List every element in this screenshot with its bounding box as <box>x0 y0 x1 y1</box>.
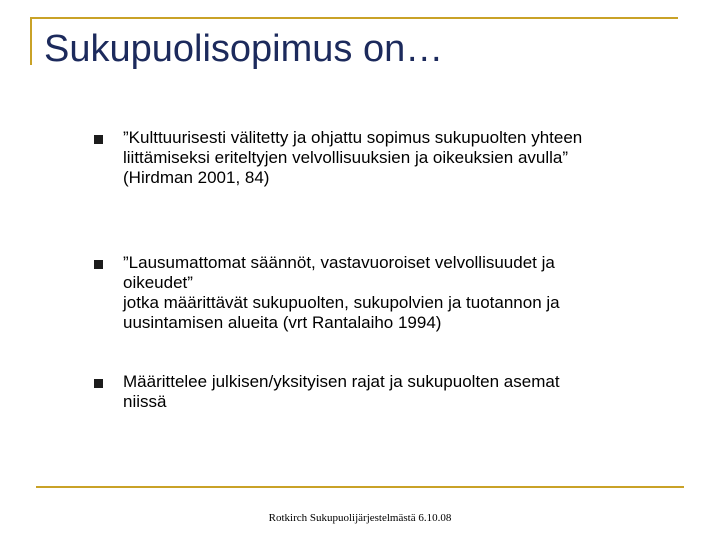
title-frame-top-line <box>30 17 678 19</box>
footer-divider-line <box>36 486 684 488</box>
bullet-text: ”Kulttuurisesti välitetty ja ohjattu sopimus sukupuolten yhteen liittämiseksi eriteltyjen velvollisuuksien ja oikeuksien avulla” (Hirdman 2001, 84) <box>123 128 583 187</box>
square-bullet-icon <box>94 260 103 269</box>
title-frame-left-line <box>30 17 32 65</box>
square-bullet-icon <box>94 379 103 388</box>
slide-footer: Rotkirch Sukupuolijärjestelmästä 6.10.08 <box>268 512 452 524</box>
bullet-text: ”Lausumattomat säännöt, vastavuoroiset velvollisuudet ja oikeudet” jotka määrittävät sukupuolten, sukupolvien ja tuotannon ja uusintamisen alueita (vrt Rantalaiho 1994) <box>123 253 560 332</box>
slide-title: Sukupuolisopimus on… <box>44 28 444 70</box>
bullet-text: Määrittelee julkisen/yksityisen rajat ja sukupuolten asemat niissä <box>123 372 560 411</box>
square-bullet-icon <box>94 135 103 144</box>
